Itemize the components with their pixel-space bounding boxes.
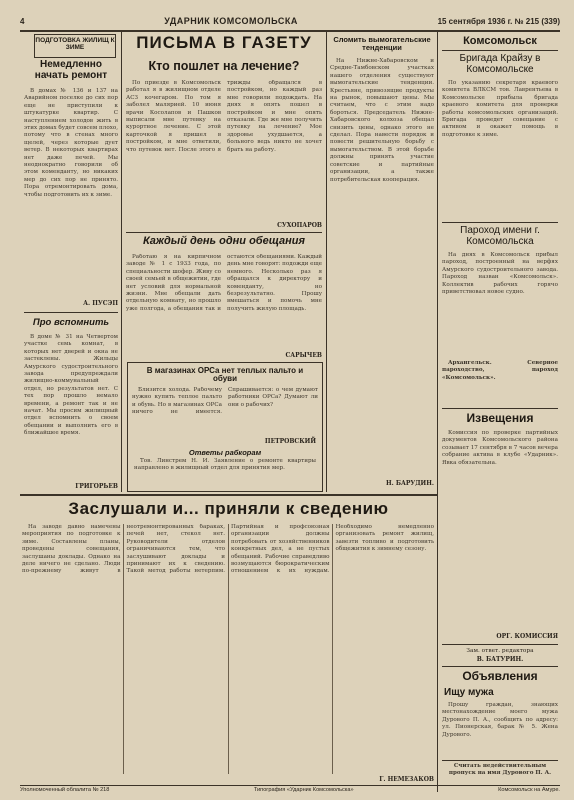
letters-banner: ПИСЬМА В ГАЗЕТУ [136,33,312,52]
column-rule [437,32,438,792]
izvescheniya-body [442,430,558,630]
article-text: Прошу граждан, знающих местонахождение моего мужа Дурового П. А., сообщить по адресу: ул. Пионерская, барак № 5. Жена Дурового. [442,702,558,738]
headline-answers: Ответы рабкорам [188,447,262,457]
article-parokhod-body [442,252,558,357]
divider [442,760,558,761]
divider [442,50,558,51]
article-text: В доме № 31 на Четвертом участке семь комнат, в которых нет дверей и окна не застеклены. Жильцы Амурского судостроительного завода предупреждали жилищно-коммунальный отдел, но результатов нет. С тех пор прошло немало времени, а ремонт так и не начат. Мы просим жилищный отдел вспомнить о своем обещании и выполнить его в ближайшее время. [24,334,118,437]
article-vspomnit-body [24,334,118,482]
editor-label: Зам. ответ. редактора [466,648,534,654]
article-text: Близится холода. Рабочему нужно купить теплое пальто и обувь. Но в магазинах ОРСа ничего не имеется. Спрашивается: о чем думают работники ОРСа? Думают ли они о рабочих? [132,386,318,415]
bottom-banner: Заслушали и... приняли к сведению [68,499,389,518]
article-text: Считать недействительным пропуск на имя Дурового П. А. [448,763,552,777]
signature: Г. НЕМЕЗАКОВ [379,776,434,783]
article-orsa-body [132,387,318,437]
article-text: Тов. Линстрем Н. И. Заявление о ремонте квартиры направлено в жилищный отдел для принятия мер. [134,457,316,472]
headline-remont: Немедленно начать ремонт [34,59,108,81]
signature: САРЫЧЕВ [285,352,322,359]
signature: ПЕТРОВСКИЙ [264,437,316,445]
parokhod-note [442,360,558,400]
divider [126,232,322,233]
footer-rule [20,785,560,786]
headline-obeshchaniya: Каждый день одни обещания [143,235,305,247]
footer-printer: Типография «Ударник Комсомольска» [253,787,354,793]
signature: СУХОПАРОВ [277,222,322,229]
headline-orsa: В магазинах ОРСа нет теплых пальто и обуви [146,366,304,384]
page-number: 4 [20,16,25,26]
article-brigada-body [442,80,558,220]
divider [442,644,558,645]
article-text: По указанию секретаря краевого комитета ВЛКСМ тов. Лаврентьева в Комсомольске прибыла бригада краевого комитета для проверки работы комсомольских организаций. Бригада проведет совещание с активом и окажет помощь в подготовке к зиме. [442,80,558,138]
masthead [20,14,560,28]
signature: ОРГ. КОМИССИЯ [496,633,558,640]
column-rule [121,32,122,492]
signature: Н. БАРУДИН. [385,480,434,487]
ad-headline: Ищу мужа [444,687,494,698]
headline-parokhod: Пароход имени г. Комсомольска [460,225,540,247]
section-label-box [34,34,116,58]
divider [442,408,558,409]
article-text: На Нижне-Хабаровском и Средне-Тамбовском участках нашего отделения существуют вымогательские тенденции. Крестьяне, привозящие продукты на рынок, повышают цены. Мы считаем, что с этим надо бороться. Председатель Нижне-Хабаровского колхоза обещал снизить цены, однако этого не сделал. Пора навести порядок и повести решительную борьбу с вымогательством. В этой борьбе должны принять участие советские и партийные организации, а также потребительская кооперация. [330,58,434,183]
article-remont-body [24,88,118,298]
section-label: ПОДГОТОВКА ЖИЛИЩ К ЗИМЕ [35,37,115,51]
footer-city: Комсомольск на Амуре. [498,787,560,793]
footer-censor: Уполномоченный облалита № 218 [20,787,110,793]
headline-lechenie: Кто пошлет на лечение? [148,59,300,73]
section-komsomolsk: Комсомольск [463,35,537,47]
article-text: По приезде в Комсомольск работал я в жилищном отделе АСЗ кочегаром. По том я заболел малярией. 10 июня врачи Косолапов и Пашков выписали мне путевку на курортное лечение. С этой карточкой я пришел в постройком, и мне ответили, что путевок нет. После этого я трижды обращался в постройком, но каждый раз мне говорили подождать. На днях я опять пошел в постройком и мне опять отказали. Где же мне получить путевку на лечение? Мое здоровье ухудшается, а больного ведь никто не хочет брать на работу. [126,80,322,153]
signature: ГРИГОРЬЕВ [75,483,118,490]
divider [442,222,558,223]
article-text: Комиссия по проверке партийных документов Комсомольского района созывает 17 сентября в 7 часов вечера собрание актива в клубе «Ударник». Явка обязательна. [442,430,558,466]
article-obeshchaniya-body [126,254,322,350]
divider [24,312,118,313]
signature: А. ПУСЭП [83,300,118,307]
headline-vymogatelstvo: Сломить вымогательские тенденции [333,35,431,52]
ad-notice [442,763,558,783]
headline-brigada: Бригада Крайзу в Комсомольске [459,53,541,75]
article-text: Архангельск. Северное пароходство, пароход «Комсомольск». [442,360,558,381]
answers-body [134,458,316,486]
bottom-article-body [22,524,434,774]
article-lechenie-body [126,80,322,220]
newspaper-title: УДАРНИК КОМСОМОЛЬСКА [164,16,298,26]
section-obyavleniya: Объявления [462,669,538,683]
article-text: На днях в Комсомольск прибыл пароход, построенный на верфях Амурского судостроительного завода. Пароход назван «Комсомольск». Коллектив рабочих горячо приветствовал новое судно. [442,252,558,296]
issue-date: 15 сентября 1936 г. № 215 (339) [437,16,560,26]
section-rule [20,494,437,496]
editor-name: В. БАТУРИН. [476,656,524,663]
headline-vspomnit: Про вспомнить [32,317,110,328]
article-text: На заводе давно намечены мероприятия по подготовке к зиме. Составлены планы, проведены совещания, заслушаны доклады. Однако на деле ничего не сделано. Люди по-прежнему живут в неотремонтированных бараках, печей нет, стекол нет. Руководители отделов ограничиваются тем, что заслушивают доклады и принимают их к сведению. Такой метод работы нетерпим. Партийная и профсоюзная организации должны потребовать от хозяйственников конкретных дел, а не пустых обещаний. Рабочие справедливо возмущаются бюрократическим отношением к их нуждам. Необходимо немедленно организовать ремонт жилищ, завезти топливо и подготовить общежития к зимнему сезону. [22,524,434,575]
article-vymogatelstvo-body [330,58,434,478]
section-izvescheniya: Извещения [466,411,534,425]
ad-body [442,702,558,758]
article-text: Работаю я на кирпичном заводе № 1 с 1933 года, по специальности шофер. Живу со своей семьей в общежитии, где нет условий для нормальной жизни. Мне обещали дать отдельную комнату, но прошло уже полгода, а обещания так и остаются обещаниями. Каждый день мне говорят: подожди еще немного. Несколько раз я обращался к директору и коменданту, но безрезультатно. Прошу вмешаться и помочь мне получить жилую площадь. [126,254,322,312]
orsa-box [127,362,323,492]
footer [20,787,560,797]
header-rule [20,30,560,32]
divider [442,666,558,667]
article-text: В домах № 136 и 137 на Аварийном поселке до сих пор еще не приступили к штукатурке квартир. С наступлением холодов жить в этих домах будет совсем плохо, потому что в стенах много щелей, через которые дует ветер. В некоторых квартирах нет даже печей. Мы неоднократно говорили об этом коменданту, но никаких мер до сих пор не принято. Пора отремонтировать дома, чтобы подготовить их к зиме. [24,88,118,198]
column-rule [326,32,327,492]
